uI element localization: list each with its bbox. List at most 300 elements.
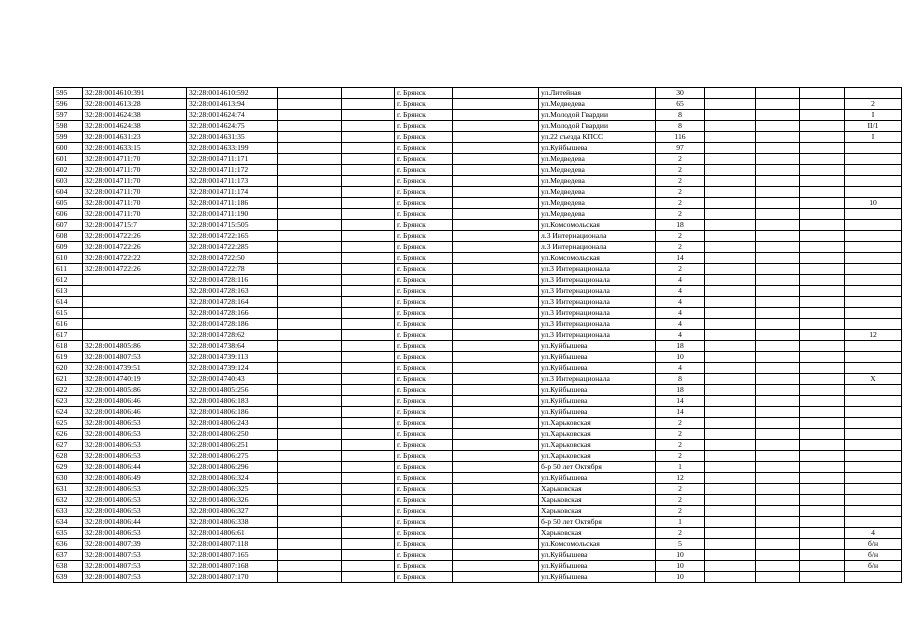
parcel-number-cell: 32:28:0014740:19 [83, 374, 187, 385]
empty-cell-f [800, 440, 845, 451]
empty-cell-b [342, 143, 395, 154]
row-number-cell: 607 [54, 220, 83, 231]
empty-cell-e [756, 484, 800, 495]
parcel-number-cell: 32:28:0014624:38 [83, 121, 187, 132]
house-number-cell: 10 [656, 550, 705, 561]
empty-cell-d [705, 418, 756, 429]
apartment-cell [845, 495, 902, 506]
city-cell: г. Брянск [395, 451, 453, 462]
empty-cell-c [453, 330, 539, 341]
object-number-cell: 32:28:0014807:168 [187, 561, 278, 572]
city-cell: г. Брянск [395, 484, 453, 495]
empty-cell-b [342, 484, 395, 495]
object-number-cell: 32:28:0014806:325 [187, 484, 278, 495]
empty-cell-f [800, 176, 845, 187]
empty-cell-a [278, 220, 342, 231]
street-cell: ул.Куйбышева [539, 341, 656, 352]
row-number-cell: 624 [54, 407, 83, 418]
street-cell: ул.Куйбышева [539, 561, 656, 572]
apartment-cell [845, 187, 902, 198]
table-row [54, 572, 902, 583]
table-row [54, 330, 902, 341]
parcel-number-cell: 32:28:0014711:70 [83, 165, 187, 176]
table-row [54, 143, 902, 154]
empty-cell-e [756, 220, 800, 231]
house-number-cell: 2 [656, 440, 705, 451]
city-cell: г. Брянск [395, 517, 453, 528]
object-number-cell: 32:28:0014715:505 [187, 220, 278, 231]
empty-cell-a [278, 385, 342, 396]
table-body [54, 88, 902, 583]
apartment-cell [845, 440, 902, 451]
empty-cell-e [756, 88, 800, 99]
empty-cell-c [453, 550, 539, 561]
empty-cell-e [756, 99, 800, 110]
empty-cell-c [453, 297, 539, 308]
apartment-cell [845, 385, 902, 396]
apartment-cell [845, 176, 902, 187]
empty-cell-a [278, 396, 342, 407]
city-cell: г. Брянск [395, 374, 453, 385]
empty-cell-b [342, 517, 395, 528]
empty-cell-c [453, 99, 539, 110]
parcel-number-cell: 32:28:0014806:46 [83, 396, 187, 407]
empty-cell-c [453, 209, 539, 220]
city-cell: г. Брянск [395, 440, 453, 451]
object-number-cell: 32:28:0014711:173 [187, 176, 278, 187]
row-number-cell: 612 [54, 275, 83, 286]
street-cell: ул.3 Интернационала [539, 330, 656, 341]
empty-cell-c [453, 165, 539, 176]
object-number-cell: 32:28:0014806:296 [187, 462, 278, 473]
object-number-cell: 32:28:0014806:250 [187, 429, 278, 440]
empty-cell-b [342, 253, 395, 264]
empty-cell-b [342, 264, 395, 275]
empty-cell-d [705, 352, 756, 363]
empty-cell-e [756, 264, 800, 275]
table-row [54, 209, 902, 220]
empty-cell-d [705, 528, 756, 539]
empty-cell-f [800, 297, 845, 308]
empty-cell-c [453, 462, 539, 473]
empty-cell-e [756, 352, 800, 363]
apartment-cell [845, 418, 902, 429]
empty-cell-a [278, 495, 342, 506]
row-number-cell: 601 [54, 154, 83, 165]
empty-cell-e [756, 517, 800, 528]
empty-cell-c [453, 308, 539, 319]
house-number-cell: 2 [656, 528, 705, 539]
row-number-cell: 623 [54, 396, 83, 407]
empty-cell-e [756, 429, 800, 440]
object-number-cell: 32:28:0014711:171 [187, 154, 278, 165]
table-row [54, 451, 902, 462]
object-number-cell: 32:28:0014728:166 [187, 308, 278, 319]
city-cell: г. Брянск [395, 165, 453, 176]
street-cell: ул.Куйбышева [539, 363, 656, 374]
empty-cell-f [800, 528, 845, 539]
house-number-cell: 2 [656, 484, 705, 495]
empty-cell-d [705, 385, 756, 396]
street-cell: ул.Литейная [539, 88, 656, 99]
empty-cell-a [278, 264, 342, 275]
row-number-cell: 599 [54, 132, 83, 143]
empty-cell-b [342, 506, 395, 517]
empty-cell-d [705, 176, 756, 187]
street-cell: ул.Куйбышева [539, 550, 656, 561]
object-number-cell: 32:28:0014728:62 [187, 330, 278, 341]
empty-cell-e [756, 550, 800, 561]
empty-cell-e [756, 528, 800, 539]
empty-cell-a [278, 407, 342, 418]
empty-cell-d [705, 473, 756, 484]
empty-cell-d [705, 242, 756, 253]
empty-cell-e [756, 242, 800, 253]
empty-cell-f [800, 88, 845, 99]
empty-cell-b [342, 209, 395, 220]
object-number-cell: 32:28:0014806:326 [187, 495, 278, 506]
empty-cell-a [278, 308, 342, 319]
apartment-cell [845, 220, 902, 231]
row-number-cell: 634 [54, 517, 83, 528]
street-cell: ул.Харьковская [539, 440, 656, 451]
empty-cell-c [453, 473, 539, 484]
empty-cell-f [800, 429, 845, 440]
object-number-cell: 32:28:0014806:275 [187, 451, 278, 462]
row-number-cell: 635 [54, 528, 83, 539]
street-cell: ул.Комсомольская [539, 220, 656, 231]
parcel-number-cell: 32:28:0014806:53 [83, 440, 187, 451]
table-row [54, 99, 902, 110]
object-number-cell: 32:28:0014806:186 [187, 407, 278, 418]
empty-cell-b [342, 539, 395, 550]
empty-cell-e [756, 451, 800, 462]
empty-cell-d [705, 99, 756, 110]
city-cell: г. Брянск [395, 572, 453, 583]
object-number-cell: 32:28:0014738:64 [187, 341, 278, 352]
row-number-cell: 618 [54, 341, 83, 352]
city-cell: г. Брянск [395, 341, 453, 352]
city-cell: г. Брянск [395, 187, 453, 198]
house-number-cell: 8 [656, 121, 705, 132]
house-number-cell: 4 [656, 319, 705, 330]
city-cell: г. Брянск [395, 143, 453, 154]
empty-cell-e [756, 319, 800, 330]
city-cell: г. Брянск [395, 539, 453, 550]
empty-cell-f [800, 253, 845, 264]
object-number-cell: 32:28:0014806:183 [187, 396, 278, 407]
empty-cell-d [705, 506, 756, 517]
apartment-cell [845, 407, 902, 418]
row-number-cell: 629 [54, 462, 83, 473]
empty-cell-f [800, 473, 845, 484]
table-row [54, 429, 902, 440]
empty-cell-f [800, 110, 845, 121]
house-number-cell: 30 [656, 88, 705, 99]
parcel-number-cell: 32:28:0014711:70 [83, 176, 187, 187]
empty-cell-d [705, 561, 756, 572]
empty-cell-f [800, 385, 845, 396]
empty-cell-e [756, 209, 800, 220]
empty-cell-c [453, 396, 539, 407]
empty-cell-b [342, 550, 395, 561]
empty-cell-b [342, 451, 395, 462]
empty-cell-a [278, 99, 342, 110]
table-row [54, 385, 902, 396]
row-number-cell: 636 [54, 539, 83, 550]
table-row [54, 506, 902, 517]
row-number-cell: 595 [54, 88, 83, 99]
object-number-cell: 32:28:0014722:50 [187, 253, 278, 264]
empty-cell-e [756, 407, 800, 418]
empty-cell-a [278, 506, 342, 517]
empty-cell-c [453, 88, 539, 99]
city-cell: г. Брянск [395, 495, 453, 506]
empty-cell-c [453, 220, 539, 231]
empty-cell-e [756, 231, 800, 242]
city-cell: г. Брянск [395, 99, 453, 110]
empty-cell-d [705, 517, 756, 528]
house-number-cell: 4 [656, 330, 705, 341]
table-row [54, 440, 902, 451]
city-cell: г. Брянск [395, 209, 453, 220]
empty-cell-f [800, 143, 845, 154]
empty-cell-f [800, 484, 845, 495]
parcel-number-cell: 32:28:0014806:53 [83, 451, 187, 462]
empty-cell-f [800, 396, 845, 407]
parcel-number-cell: 32:28:0014806:44 [83, 462, 187, 473]
street-cell: ул.Куйбышева [539, 143, 656, 154]
apartment-cell [845, 88, 902, 99]
row-number-cell: 620 [54, 363, 83, 374]
table-row [54, 275, 902, 286]
empty-cell-c [453, 374, 539, 385]
object-number-cell: 32:28:0014722:165 [187, 231, 278, 242]
apartment-cell: 12 [845, 330, 902, 341]
empty-cell-e [756, 418, 800, 429]
object-number-cell: 32:28:0014806:61 [187, 528, 278, 539]
parcel-number-cell: 32:28:0014807:53 [83, 561, 187, 572]
empty-cell-d [705, 319, 756, 330]
row-number-cell: 610 [54, 253, 83, 264]
empty-cell-e [756, 297, 800, 308]
empty-cell-d [705, 286, 756, 297]
city-cell: г. Брянск [395, 176, 453, 187]
city-cell: г. Брянск [395, 297, 453, 308]
empty-cell-d [705, 220, 756, 231]
empty-cell-c [453, 286, 539, 297]
empty-cell-b [342, 110, 395, 121]
house-number-cell: 4 [656, 275, 705, 286]
empty-cell-d [705, 88, 756, 99]
row-number-cell: 639 [54, 572, 83, 583]
table-row [54, 484, 902, 495]
parcel-number-cell [83, 297, 187, 308]
table-row [54, 165, 902, 176]
apartment-cell [845, 352, 902, 363]
empty-cell-c [453, 198, 539, 209]
apartment-cell: I [845, 132, 902, 143]
apartment-cell [845, 319, 902, 330]
empty-cell-f [800, 154, 845, 165]
parcel-number-cell: 32:28:0014715:7 [83, 220, 187, 231]
empty-cell-d [705, 374, 756, 385]
empty-cell-f [800, 319, 845, 330]
empty-cell-c [453, 429, 539, 440]
empty-cell-a [278, 132, 342, 143]
street-cell: ул.Медведева [539, 209, 656, 220]
apartment-cell [845, 286, 902, 297]
empty-cell-e [756, 187, 800, 198]
parcel-number-cell: 32:28:0014711:70 [83, 209, 187, 220]
empty-cell-f [800, 231, 845, 242]
parcel-number-cell [83, 286, 187, 297]
object-number-cell: 32:28:0014722:78 [187, 264, 278, 275]
parcel-number-cell: 32:28:0014807:53 [83, 572, 187, 583]
table-row [54, 561, 902, 572]
apartment-cell: 2 [845, 99, 902, 110]
empty-cell-b [342, 440, 395, 451]
apartment-cell [845, 231, 902, 242]
empty-cell-d [705, 264, 756, 275]
house-number-cell: 1 [656, 517, 705, 528]
apartment-cell [845, 165, 902, 176]
city-cell: г. Брянск [395, 275, 453, 286]
empty-cell-c [453, 341, 539, 352]
table-row [54, 517, 902, 528]
apartment-cell [845, 572, 902, 583]
row-number-cell: 621 [54, 374, 83, 385]
city-cell: г. Брянск [395, 418, 453, 429]
apartment-cell [845, 429, 902, 440]
street-cell: Харьковская [539, 528, 656, 539]
city-cell: г. Брянск [395, 88, 453, 99]
apartment-cell: 4 [845, 528, 902, 539]
apartment-cell [845, 396, 902, 407]
street-cell: ул.3 Интернационала [539, 264, 656, 275]
empty-cell-c [453, 528, 539, 539]
row-number-cell: 613 [54, 286, 83, 297]
empty-cell-e [756, 385, 800, 396]
parcel-number-cell: 32:28:0014806:49 [83, 473, 187, 484]
row-number-cell: 627 [54, 440, 83, 451]
street-cell: ул.Медведева [539, 176, 656, 187]
apartment-cell [845, 297, 902, 308]
empty-cell-a [278, 198, 342, 209]
parcel-number-cell: 32:28:0014807:39 [83, 539, 187, 550]
empty-cell-a [278, 462, 342, 473]
empty-cell-b [342, 462, 395, 473]
empty-cell-f [800, 330, 845, 341]
row-number-cell: 622 [54, 385, 83, 396]
parcel-number-cell: 32:28:0014806:53 [83, 495, 187, 506]
apartment-cell [845, 264, 902, 275]
empty-cell-e [756, 341, 800, 352]
empty-cell-d [705, 440, 756, 451]
empty-cell-d [705, 407, 756, 418]
empty-cell-c [453, 143, 539, 154]
object-number-cell: 32:28:0014613:94 [187, 99, 278, 110]
apartment-cell [845, 451, 902, 462]
table-row [54, 341, 902, 352]
empty-cell-d [705, 143, 756, 154]
empty-cell-b [342, 429, 395, 440]
empty-cell-c [453, 451, 539, 462]
empty-cell-a [278, 517, 342, 528]
object-number-cell: 32:28:0014728:164 [187, 297, 278, 308]
empty-cell-b [342, 99, 395, 110]
empty-cell-d [705, 308, 756, 319]
street-cell: ул.Молодой Гвардии [539, 121, 656, 132]
empty-cell-f [800, 220, 845, 231]
empty-cell-f [800, 495, 845, 506]
empty-cell-f [800, 198, 845, 209]
empty-cell-b [342, 352, 395, 363]
empty-cell-a [278, 418, 342, 429]
empty-cell-f [800, 165, 845, 176]
empty-cell-b [342, 528, 395, 539]
table-row [54, 88, 902, 99]
row-number-cell: 598 [54, 121, 83, 132]
object-number-cell: 32:28:0014633:199 [187, 143, 278, 154]
empty-cell-b [342, 242, 395, 253]
empty-cell-d [705, 330, 756, 341]
object-number-cell: 32:28:0014806:243 [187, 418, 278, 429]
table-row [54, 242, 902, 253]
row-number-cell: 614 [54, 297, 83, 308]
parcel-number-cell [83, 275, 187, 286]
empty-cell-f [800, 187, 845, 198]
data-table [53, 87, 902, 583]
apartment-cell [845, 154, 902, 165]
empty-cell-c [453, 506, 539, 517]
empty-cell-a [278, 231, 342, 242]
row-number-cell: 632 [54, 495, 83, 506]
empty-cell-f [800, 539, 845, 550]
table-row [54, 319, 902, 330]
empty-cell-e [756, 440, 800, 451]
house-number-cell: 2 [656, 264, 705, 275]
empty-cell-b [342, 187, 395, 198]
table-row [54, 154, 902, 165]
apartment-cell: б/н [845, 550, 902, 561]
apartment-cell [845, 143, 902, 154]
empty-cell-c [453, 253, 539, 264]
empty-cell-c [453, 440, 539, 451]
street-cell: ул.Медведева [539, 165, 656, 176]
row-number-cell: 625 [54, 418, 83, 429]
empty-cell-a [278, 121, 342, 132]
empty-cell-f [800, 374, 845, 385]
street-cell: ул.Медведева [539, 154, 656, 165]
row-number-cell: 626 [54, 429, 83, 440]
city-cell: г. Брянск [395, 253, 453, 264]
empty-cell-e [756, 473, 800, 484]
empty-cell-b [342, 275, 395, 286]
parcel-number-cell: 32:28:0014806:53 [83, 506, 187, 517]
empty-cell-b [342, 385, 395, 396]
empty-cell-c [453, 418, 539, 429]
empty-cell-e [756, 176, 800, 187]
table-row [54, 132, 902, 143]
house-number-cell: 2 [656, 176, 705, 187]
empty-cell-f [800, 209, 845, 220]
empty-cell-a [278, 110, 342, 121]
empty-cell-f [800, 451, 845, 462]
apartment-cell [845, 253, 902, 264]
empty-cell-e [756, 462, 800, 473]
empty-cell-a [278, 88, 342, 99]
